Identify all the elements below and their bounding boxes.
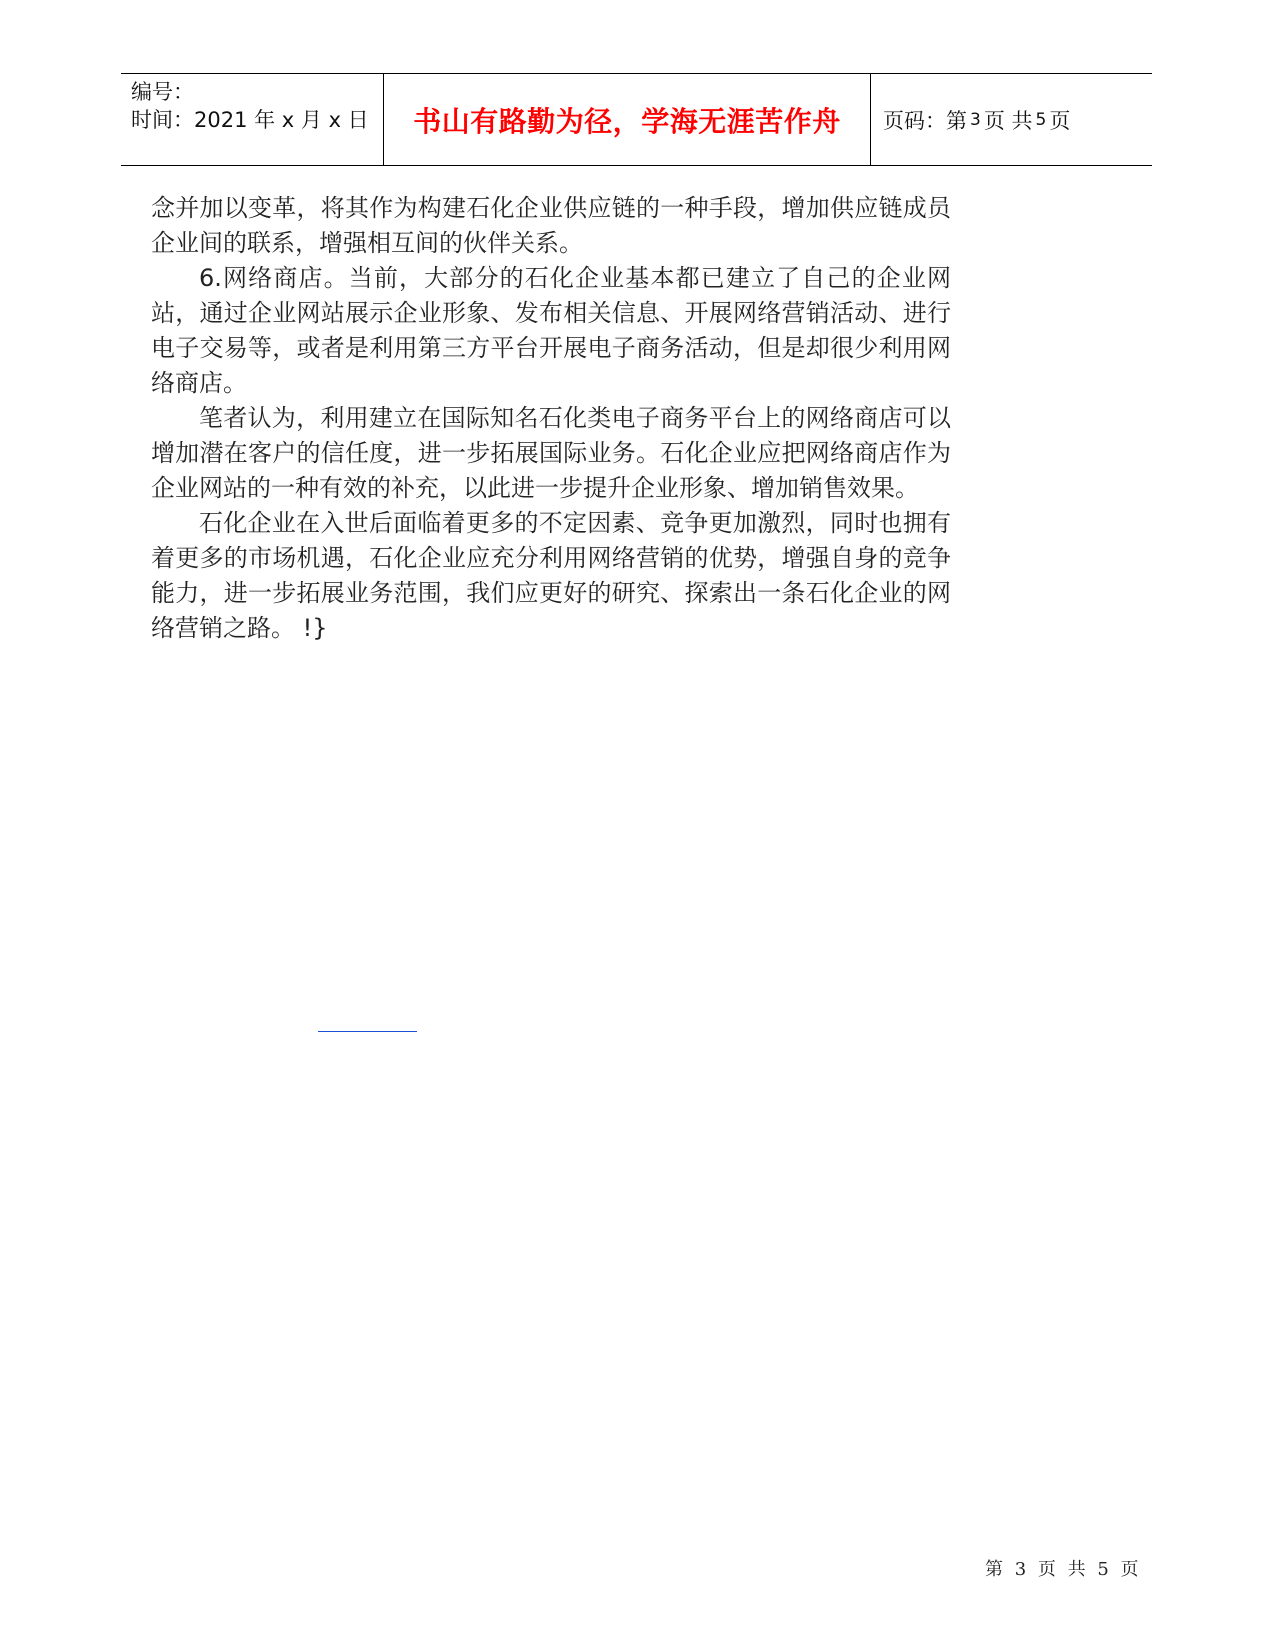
paragraph: 念并加以变革，将其作为构建石化企业供应链的一种手段，增加供应链成员企业间的联系，增强相互间的伙伴关系。 (151, 194, 951, 257)
motto-text: 书山有路勤为径，学海无涯苦作舟 (413, 104, 841, 138)
page-prefix: 页码：第 (883, 108, 967, 133)
page-suffix: 页 (1049, 108, 1071, 133)
page-footer: 第 3 页 共 5 页 (985, 1559, 1139, 1580)
page-total: 5 (1035, 109, 1047, 130)
document-body (151, 191, 951, 646)
paragraph: 6.网络商店。当前，大部分的石化企业基本都已建立了自己的企业网站，通过企业网站展示企业形象、发布相关信息、开展网络营销活动、进行电子交易等，或者是利用第三方平台开展电子商务活动，但是却很少利用网络商店。 (151, 264, 951, 397)
header-info-cell (121, 74, 384, 165)
header-motto-cell (384, 74, 871, 165)
hyperlink-underline[interactable] (318, 1031, 417, 1032)
paragraph: 石化企业在入世后面临着更多的不定因素、竞争更加激烈，同时也拥有着更多的市场机遇，石化企业应充分利用网络营销的优势，增强自身的竞争能力，进一步拓展业务范围，我们应更好的研究、探索出一条石化企业的网络营销之路。 !} (151, 509, 951, 642)
document-date-label: 时间：2021 年 x 月 x 日 (131, 108, 369, 132)
document-number-label: 编号： (131, 80, 194, 104)
page-mid: 页 共 (983, 108, 1033, 133)
header-table (121, 73, 1152, 166)
page-current: 3 (970, 109, 981, 130)
header-page-cell (871, 74, 1152, 165)
paragraph: 笔者认为，利用建立在国际知名石化类电子商务平台上的网络商店可以增加潜在客户的信任度，进一步拓展国际业务。石化企业应把网络商店作为企业网站的一种有效的补充，以此进一步提升企业形象、增加销售效果。 (151, 404, 951, 502)
